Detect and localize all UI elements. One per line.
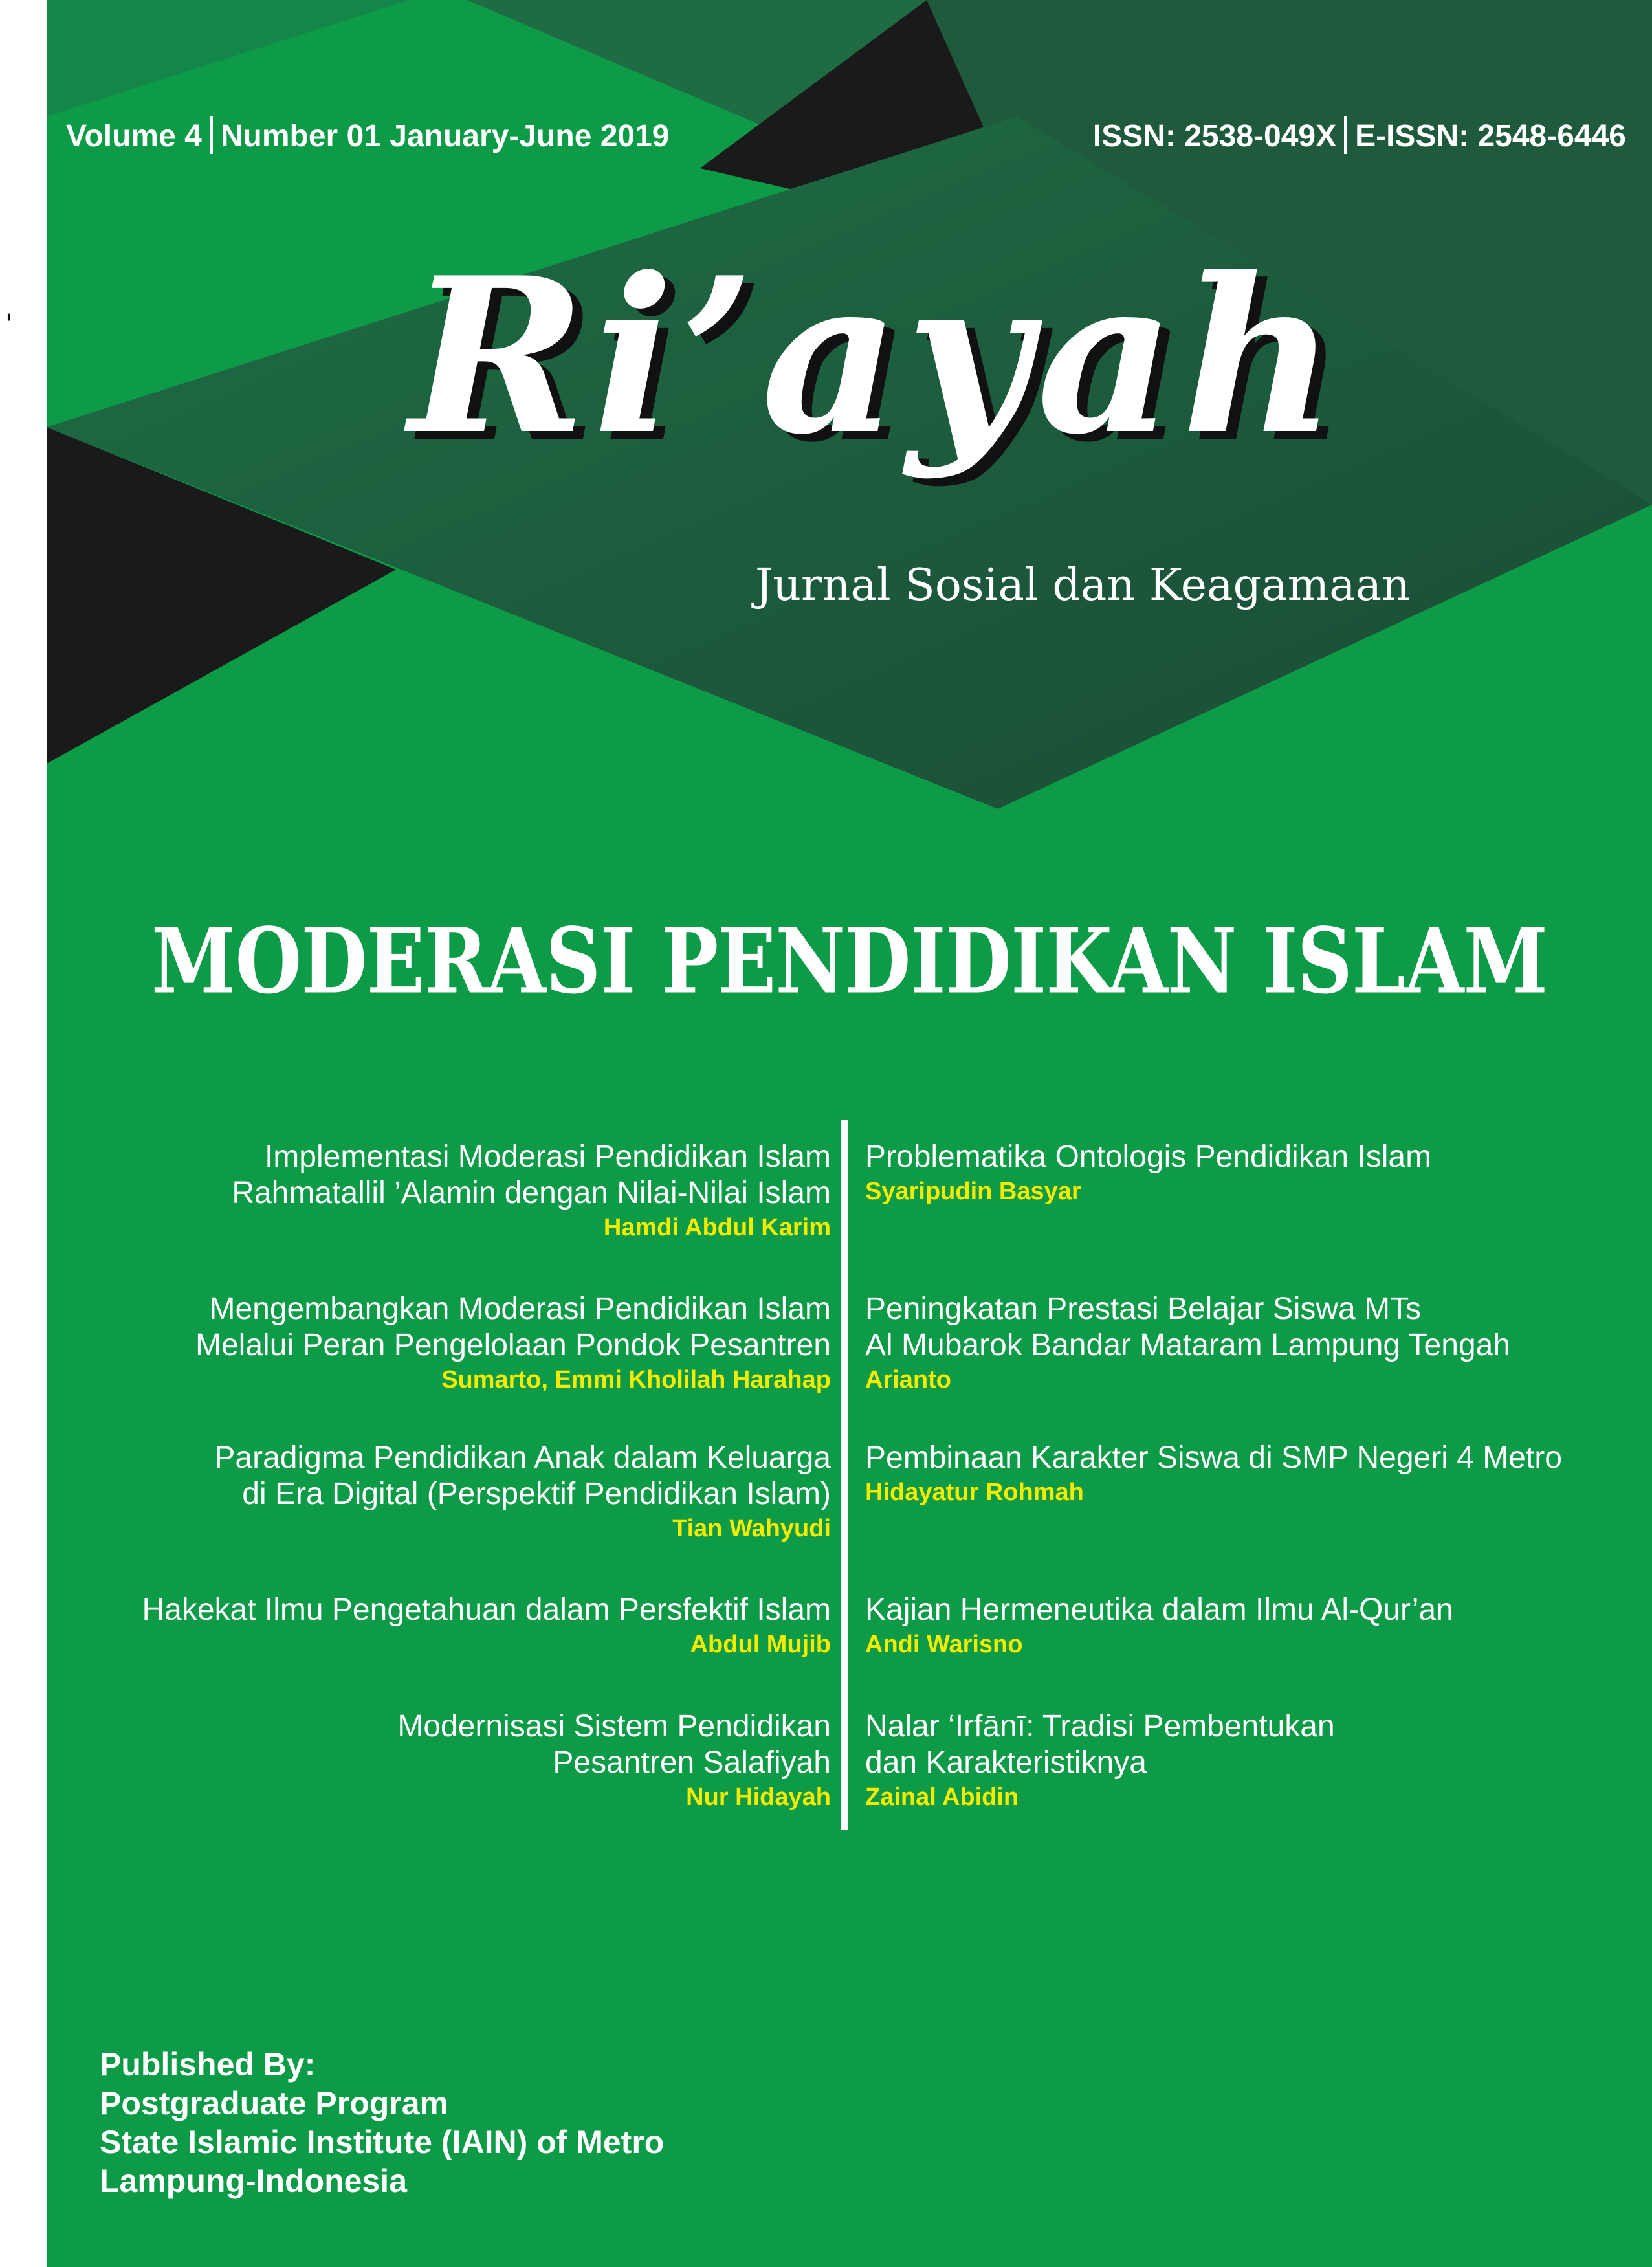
issn-label: ISSN: 2538-049X bbox=[1092, 119, 1337, 153]
article-title-line: Pembinaan Karakter Siswa di SMP Negeri 4 Metro bbox=[865, 1441, 1562, 1475]
stray-mark: ꞌ bbox=[5, 309, 12, 339]
article-title-line: Nalar ‘Irfānī: Tradisi Pembentukan bbox=[865, 1709, 1335, 1743]
article-title-line: Mengembangkan Moderasi Pendidikan Islam bbox=[209, 1292, 831, 1326]
separator-bar bbox=[1344, 116, 1347, 154]
article-title-line: di Era Digital (Perspektif Pendidikan Islam) bbox=[242, 1477, 831, 1511]
article-author: Tian Wahyudi bbox=[672, 1515, 831, 1542]
article-author: Hidayatur Rohmah bbox=[865, 1479, 1084, 1506]
issue-theme: MODERASI PENDIDIKAN ISLAM bbox=[151, 907, 1548, 1014]
article-title-line: Modernisasi Sistem Pendidikan bbox=[397, 1709, 831, 1743]
article-author: Zainal Abidin bbox=[865, 1784, 1019, 1811]
publisher-line: Lampung-Indonesia bbox=[100, 2163, 407, 2199]
issn-line bbox=[1093, 116, 1626, 154]
article-item bbox=[865, 1592, 1652, 1661]
article-title-line: Paradigma Pendidikan Anak dalam Keluarga bbox=[214, 1441, 831, 1475]
publisher-info bbox=[100, 2045, 664, 2200]
article-item bbox=[47, 1709, 831, 1813]
article-item bbox=[865, 1440, 1652, 1509]
article-item bbox=[47, 1440, 831, 1545]
article-author: Arianto bbox=[865, 1366, 951, 1393]
article-title-line: Melalui Peran Pengelolaan Pondok Pesantren bbox=[195, 1328, 831, 1362]
article-author: Nur Hidayah bbox=[686, 1784, 831, 1811]
article-title-line: Pesantren Salafiyah bbox=[553, 1745, 831, 1780]
article-item bbox=[865, 1709, 1652, 1813]
publisher-label: Published By: bbox=[100, 2046, 316, 2083]
article-title-line: Implementasi Moderasi Pendidikan Islam bbox=[264, 1140, 831, 1174]
journal-subtitle: Jurnal Sosial dan Keagamaan bbox=[755, 560, 1410, 611]
article-author: Sumarto, Emmi Kholilah Harahap bbox=[441, 1366, 831, 1393]
article-title-line: Hakekat Ilmu Pengetahuan dalam Persfektif Islam bbox=[142, 1593, 831, 1627]
article-author: Abdul Mujib bbox=[690, 1631, 831, 1658]
article-author: Andi Warisno bbox=[865, 1631, 1023, 1658]
article-item bbox=[47, 1592, 831, 1661]
article-item bbox=[47, 1291, 831, 1396]
publisher-line: Postgraduate Program bbox=[100, 2085, 449, 2121]
article-item bbox=[865, 1291, 1652, 1396]
journal-cover bbox=[47, 0, 1652, 2267]
eissn-label: E-ISSN: 2548-6446 bbox=[1355, 119, 1626, 153]
volume-label: Volume 4 bbox=[66, 119, 202, 153]
volume-issue-line bbox=[66, 116, 670, 154]
journal-logo bbox=[409, 227, 1509, 505]
separator-bar bbox=[210, 116, 213, 154]
issue-label: Number 01 January-June 2019 bbox=[220, 119, 670, 153]
article-title-line: dan Karakteristiknya bbox=[865, 1745, 1147, 1780]
publisher-line: State Islamic Institute (IAIN) of Metro bbox=[100, 2124, 665, 2160]
article-title-line: Peningkatan Prestasi Belajar Siswa MTs bbox=[865, 1292, 1422, 1326]
article-title-line: Al Mubarok Bandar Mataram Lampung Tengah bbox=[865, 1328, 1511, 1362]
article-author: Hamdi Abdul Karim bbox=[603, 1214, 831, 1241]
shape-top-left-green bbox=[47, 0, 409, 116]
journal-title: Ri’ayah bbox=[409, 230, 1343, 481]
article-author: Syaripudin Basyar bbox=[865, 1178, 1081, 1205]
column-divider bbox=[841, 1120, 848, 1830]
article-item bbox=[47, 1139, 831, 1244]
article-item bbox=[865, 1139, 1652, 1208]
article-title-line: Problematika Ontologis Pendidikan Islam bbox=[865, 1140, 1432, 1174]
article-title-line: Kajian Hermeneutika dalam Ilmu Al-Qur’an bbox=[865, 1593, 1453, 1627]
article-title-line: Rahmatallil ’Alamin dengan Nilai-Nilai Islam bbox=[232, 1176, 831, 1210]
